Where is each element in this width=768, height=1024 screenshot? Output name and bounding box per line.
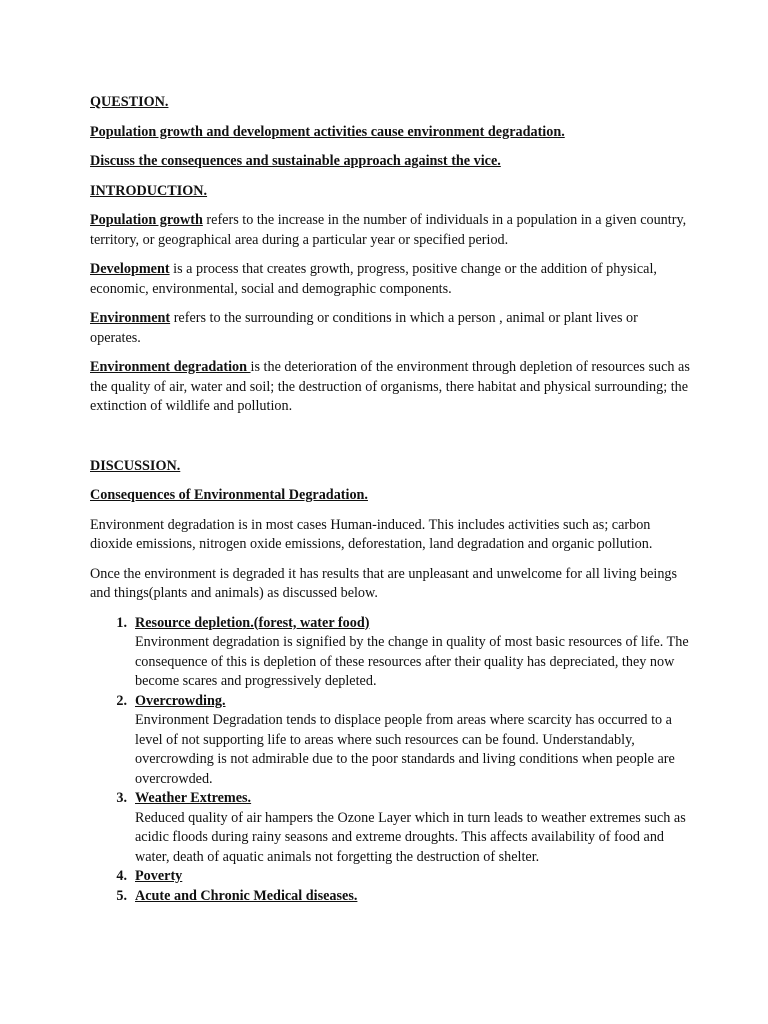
list-item-body: [135, 887, 690, 907]
list-item: [90, 887, 690, 907]
definition-text: is a process that creates growth, progress, positive change or the addition of physical, economic, environmental, social and demographic components.: [90, 261, 657, 297]
definition-environment-degradation: [90, 358, 690, 417]
list-item-body: [135, 867, 690, 887]
question-heading: QUESTION.: [90, 94, 169, 110]
list-item-number: 1.: [116, 614, 127, 631]
definition-term: Development: [90, 261, 170, 277]
list-item-title: Poverty: [135, 868, 183, 884]
list-item-title: Acute and Chronic Medical diseases.: [135, 887, 358, 904]
list-item-title: Overcrowding.: [135, 692, 226, 709]
list-item-number: 4.: [116, 868, 127, 884]
list-item-title: Resource depletion.(forest, water food): [135, 614, 370, 631]
list-item: [90, 614, 690, 692]
question-line-2: Discuss the consequences and sustainable approach against the vice.: [90, 153, 501, 169]
section-spacer: [90, 427, 690, 457]
list-item-number: 2.: [116, 692, 127, 709]
definition-population-growth: [90, 211, 690, 250]
definition-development: [90, 260, 690, 299]
definition-environment: [90, 309, 690, 348]
list-item-body: [135, 614, 690, 692]
list-item-text: Environment degradation is signified by the change in quality of most basic resources of life. The consequence of this is depletion of these resources after their quality has depreciated, they now become scares and progressively depleted.: [135, 634, 689, 689]
definition-text: is the deterioration of the environment through depletion of resources such as the quality of air, water and soil; the destruction of organisms, there habitat and physical surrounding; the extinction of wildlife and pollution.: [90, 359, 690, 414]
definition-term: Environment degradation: [90, 359, 251, 375]
discussion-paragraph-2: Once the environment is degraded it has results that are unpleasant and unwelcome for all living beings and things(plants and animals) as discussed below.: [90, 565, 678, 601]
consequences-heading: Consequences of Environmental Degradation.: [90, 487, 368, 503]
discussion-heading: DISCUSSION.: [90, 457, 181, 474]
list-item: [90, 867, 690, 887]
definition-text: refers to the surrounding or conditions in which a person , animal or plant lives or operates.: [90, 310, 638, 346]
document-body: [90, 93, 690, 906]
list-item-number: 5.: [116, 887, 127, 904]
list-item: [90, 692, 690, 790]
introduction-heading: INTRODUCTION.: [90, 182, 208, 199]
list-item-text: Reduced quality of air hampers the Ozone Layer which in turn leads to weather extremes such as acidic floods during rainy seasons and extreme droughts. This affects availability of food and water, death of aquatic animals not forgetting the destruction of shelter.: [135, 809, 686, 865]
list-item-body: [135, 692, 690, 790]
list-item-number: 3.: [116, 790, 127, 806]
question-line-1: Population growth and development activities cause environment degradation.: [90, 123, 565, 140]
list-item-body: [135, 789, 690, 867]
list-item-title: Weather Extremes.: [135, 790, 252, 806]
consequences-list: [90, 614, 690, 907]
definition-term: Population growth: [90, 212, 203, 228]
discussion-paragraph-1: Environment degradation is in most cases Human-induced. This includes activities such as; carbon dioxide emissions, nitrogen oxide emissions, deforestation, land degradation and organic pollution.: [90, 516, 653, 552]
list-item: [90, 789, 690, 867]
list-item-text: Environment Degradation tends to displace people from areas where scarcity has occurred to a level of not supporting life to areas where such resources can be found. Understandably, overcrowding is not admirable due to the poor standards and living conditions when people are overcrowded.: [135, 712, 675, 787]
definition-term: Environment: [90, 310, 171, 326]
definition-text: refers to the increase in the number of individuals in a population in a given country, territory, or geographical area during a particular year or specified period.: [90, 212, 687, 248]
